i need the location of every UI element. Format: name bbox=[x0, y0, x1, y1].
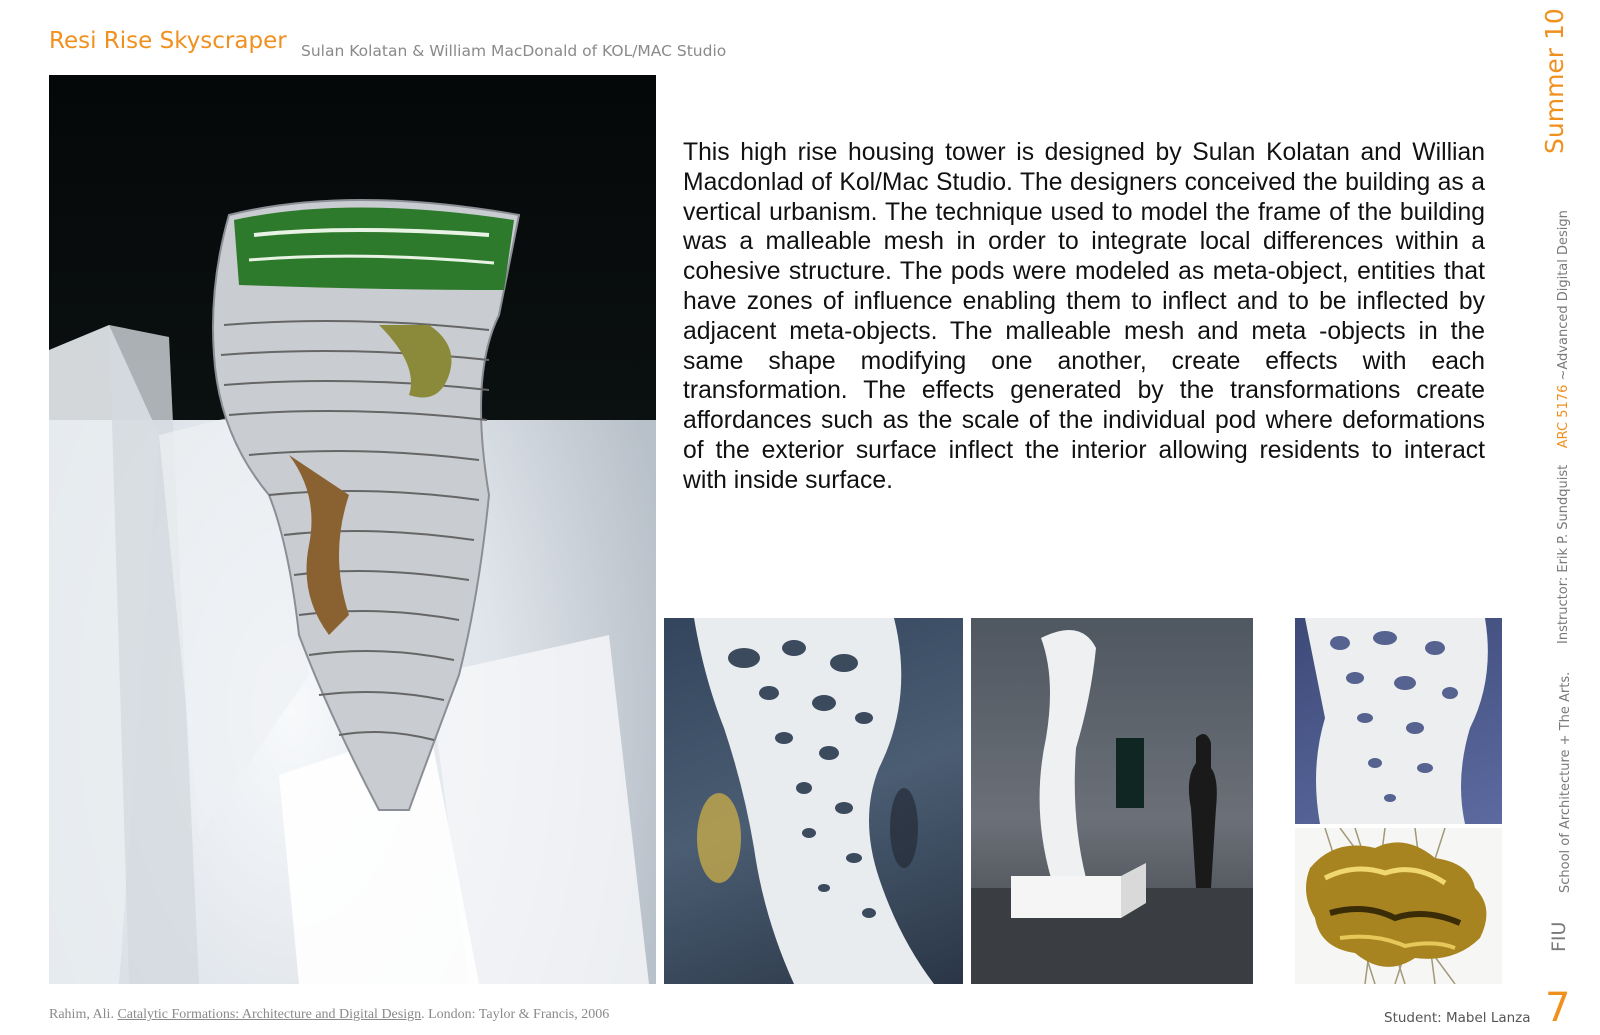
student-name: Student: Mabel Lanza bbox=[1384, 1010, 1531, 1026]
gallery-installation-image bbox=[971, 618, 1253, 984]
page-title: Resi Rise Skyscraper bbox=[49, 28, 287, 54]
course-name: ~Advanced Digital Design bbox=[1556, 210, 1571, 381]
course-code: ARC 5176 bbox=[1556, 384, 1571, 449]
citation-author: Rahim, Ali. bbox=[49, 1007, 114, 1022]
citation-publisher: . London: Taylor & Francis, 2006 bbox=[421, 1007, 610, 1022]
sculpture-detail-image bbox=[1295, 618, 1502, 824]
instructor-label: Instructor: Erik P. Sundquist bbox=[1556, 464, 1571, 644]
sculpture-closeup-image bbox=[664, 618, 963, 984]
university-label: FIU bbox=[1548, 921, 1570, 952]
description-paragraph: This high rise housing tower is designed by Sulan Kolatan and Willian Macdonlad of Kol/Mac Studio. The designers conceived the building as a vertical urbanism. The technique used to model the frame of the building was a malleable mesh in order to integrate local differences within a cohesive structure. The pods were modeled as meta-object, entities that have zones of influence enabling them to inflect and to be inflected by adjacent meta-objects. The malleable mesh and meta -objects in the same shape modifying one another, create effects with each transformation. The effects generated by the transformations create affordances such as the scale of the individual pod where deformations of the exterior surface inflect the interior allowing residents to interact with inside surface. bbox=[683, 139, 1485, 494]
semester-label: Summer 10 bbox=[1540, 8, 1569, 154]
tower-rendering-image bbox=[49, 75, 656, 984]
page-number: 7 bbox=[1545, 985, 1571, 1031]
golden-mesh-model-image bbox=[1295, 828, 1502, 984]
page-subtitle: Sulan Kolatan & William MacDonald of KOL/MAC Studio bbox=[301, 42, 727, 60]
citation-title: Catalytic Formations: Architecture and Digital Design bbox=[117, 1007, 422, 1022]
school-label: School of Architecture + The Arts. bbox=[1558, 671, 1573, 893]
course-info bbox=[1556, 210, 1571, 644]
citation bbox=[49, 1007, 609, 1023]
